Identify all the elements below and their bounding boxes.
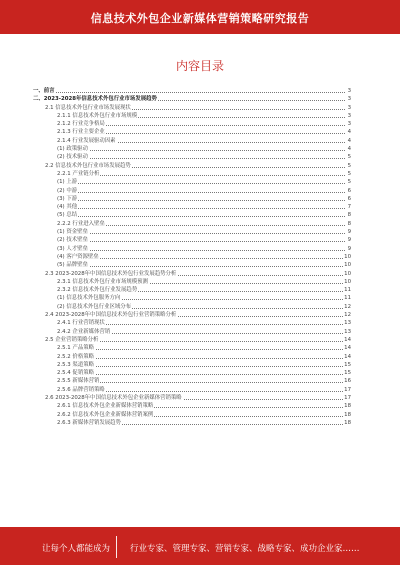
toc-entry-label: (4) 客户资源壁垒 (57, 253, 99, 260)
toc-entry-label: 2.3.1 信息技术外包行业市场规模预测 (57, 278, 148, 285)
toc-entry-page: 10 (344, 278, 351, 285)
toc-entry-label: (3) 人才壁垒 (57, 245, 88, 252)
toc-entry[interactable] (33, 261, 351, 269)
toc-entry[interactable] (33, 178, 351, 186)
toc-entry-label: (3) 下游 (57, 195, 78, 202)
toc-entry-label: 2.1.3 行业主要企业 (57, 129, 105, 136)
toc-entry[interactable] (33, 236, 351, 244)
toc-entry-label: 2.6.1 信息技术外包企业新媒体营销策略 (57, 403, 154, 410)
toc-entry-page: 8 (347, 212, 351, 219)
toc-leader-dots (57, 158, 345, 159)
toc-entry[interactable] (33, 294, 351, 302)
toc-heading: 内容目录 (175, 59, 224, 73)
footer-divider (116, 536, 117, 558)
toc-entry-page: 17 (344, 394, 351, 401)
toc-entry[interactable] (33, 361, 351, 369)
toc-leader-dots (57, 233, 345, 234)
toc-entry[interactable] (33, 95, 351, 103)
toc-entry-label: (5) 总结 (57, 212, 78, 219)
toc-entry-page: 15 (344, 361, 351, 368)
toc-entry-label: 2.5.5 新媒体营销 (57, 378, 100, 385)
toc-entry-label: (2) 技术壁垒 (57, 237, 88, 244)
toc-entry-page: 8 (347, 220, 351, 227)
toc-entry[interactable] (33, 203, 351, 211)
toc-entry-label: 二、2023-2028年信息技术外包行业市场发展趋势 (33, 96, 157, 103)
toc-entry-page: 12 (344, 312, 351, 319)
toc-entry-page: 6 (347, 195, 351, 202)
toc-entry-label: 2.3.2 信息技术外包行业发展趋势 (57, 287, 138, 294)
toc-entry-label: 2.1.2 行业竞争格局 (57, 121, 105, 128)
toc-entry-page: 11 (344, 295, 351, 302)
toc-entry-page: 7 (347, 204, 351, 211)
toc-entry[interactable] (33, 319, 351, 327)
toc-entry-page: 3 (347, 88, 351, 94)
toc-entry-label: 2.3 2023-2028年中国信息技术外包行业发展趋势分析 (45, 270, 177, 277)
toc-entry-page: 9 (347, 229, 351, 236)
toc-entry-page: 4 (347, 137, 351, 144)
toc-entry-label: (2) 技术驱动 (57, 154, 88, 161)
toc-entry-page: 15 (344, 370, 351, 377)
toc-entry-page: 16 (344, 378, 351, 385)
toc-entry-label: (1) 信息技术外包服务方向 (57, 295, 121, 302)
header-bar (0, 0, 400, 34)
toc-entry-page: 18 (344, 419, 351, 426)
toc-entry[interactable] (33, 286, 351, 294)
toc-entry-page: 13 (344, 320, 351, 327)
toc-entry-page: 10 (344, 270, 351, 277)
toc-entry[interactable] (33, 187, 351, 195)
toc-entry-page: 14 (344, 353, 351, 360)
toc-entry[interactable] (33, 402, 351, 410)
toc-entry-label: (2) 中游 (57, 187, 78, 194)
toc-leader-dots (57, 192, 345, 193)
toc-entry-page: 13 (344, 328, 351, 335)
toc-leader-dots (33, 92, 345, 93)
footer-slogan: 让每个人都能成为 (42, 544, 111, 554)
toc-entry-page: 5 (347, 162, 351, 169)
table-of-contents (33, 87, 351, 427)
toc-leader-dots (57, 366, 345, 367)
toc-entry[interactable] (33, 344, 351, 352)
toc-entry[interactable] (33, 162, 351, 170)
toc-leader-dots (57, 208, 345, 209)
report-title: 信息技术外包企业新媒体营销策略研究报告 (90, 12, 310, 25)
toc-entry-page: 17 (344, 386, 351, 393)
toc-entry[interactable] (33, 394, 351, 402)
toc-entry[interactable] (33, 270, 351, 278)
toc-leader-dots (57, 266, 345, 267)
toc-entry-page: 6 (347, 187, 351, 194)
footer-tagline: 行业专家、管理专家、营销专家、战略专家、成功企业家…… (130, 544, 360, 554)
toc-entry-page: 3 (347, 112, 351, 119)
toc-entry-page: 9 (347, 237, 351, 244)
toc-entry[interactable] (33, 170, 351, 178)
toc-entry-label: (5) 品牌壁垒 (57, 262, 88, 269)
toc-entry[interactable] (33, 311, 351, 319)
toc-entry-label: 2.5 企业营销策略分析 (45, 336, 99, 343)
toc-leader-dots (57, 150, 345, 151)
toc-entry-page: 12 (344, 303, 351, 310)
toc-leader-dots (57, 216, 345, 217)
toc-entry[interactable] (33, 386, 351, 394)
toc-entry[interactable] (33, 278, 351, 286)
footer-bar (0, 527, 400, 565)
toc-entry-page: 14 (344, 345, 351, 352)
toc-entry-label: 2.4.1 行业营销现状 (57, 320, 105, 327)
toc-entry-label: (1) 政策驱动 (57, 146, 88, 153)
toc-entry-label: 2.1.1 信息技术外包行业市场规模 (57, 112, 138, 119)
toc-entry-label: (1) 资金壁垒 (57, 229, 88, 236)
toc-entry-page: 18 (344, 403, 351, 410)
toc-entry-label: 2.4.2 企业新媒体营销 (57, 328, 111, 335)
toc-entry[interactable] (33, 120, 351, 128)
toc-leader-dots (57, 200, 345, 201)
toc-entry-label: 2.4 2023-2028年中国信息技术外包行业营销策略分析 (45, 312, 177, 319)
toc-leader-dots (57, 241, 345, 242)
toc-entry-label: 2.5.6 品牌营销策略 (57, 386, 105, 393)
toc-leader-dots (57, 250, 345, 251)
toc-leader-dots (57, 258, 345, 259)
toc-entry-label: (4) 其他 (57, 204, 78, 211)
toc-entry-label: 2.5.4 促销策略 (57, 370, 94, 377)
toc-entry-page: 3 (347, 96, 351, 103)
toc-entry-page: 18 (344, 411, 351, 418)
toc-entry[interactable] (33, 336, 351, 344)
toc-entry-label: 2.2 信息技术外包行业市场发展趋势 (45, 162, 131, 169)
toc-entry[interactable] (33, 112, 351, 120)
toc-leader-dots (57, 374, 345, 375)
toc-entry-page: 9 (347, 245, 351, 252)
toc-entry-label: 2.5.2 价格策略 (57, 353, 94, 360)
toc-entry-page: 10 (344, 253, 351, 260)
toc-entry[interactable] (33, 104, 351, 112)
toc-entry-page: 4 (347, 146, 351, 153)
toc-entry-page: 3 (347, 104, 351, 111)
toc-entry[interactable] (33, 128, 351, 136)
toc-entry-page: 5 (347, 179, 351, 186)
toc-entry-label: 2.1 信息技术外包行业市场发展现状 (45, 104, 131, 111)
toc-entry-label: 一、前言 (33, 88, 55, 94)
toc-entry-page: 14 (344, 336, 351, 343)
toc-entry-label: 2.5.1 产品策略 (57, 345, 94, 352)
toc-entry[interactable] (33, 145, 351, 153)
toc-entry-label: 2.2.1 产业链分析 (57, 170, 100, 177)
toc-entry-page: 10 (344, 262, 351, 269)
toc-entry-page: 5 (347, 170, 351, 177)
toc-entry[interactable] (33, 195, 351, 203)
toc-leader-dots (57, 358, 345, 359)
toc-entry[interactable] (33, 353, 351, 361)
toc-entry-page: 11 (344, 287, 351, 294)
toc-entry[interactable] (33, 377, 351, 385)
toc-entry-page: 4 (347, 129, 351, 136)
toc-entry-label: (2) 信息技术外包行业区域分布 (57, 303, 132, 310)
toc-entry[interactable] (33, 137, 351, 145)
toc-entry[interactable] (33, 228, 351, 236)
toc-entry-label: 2.2.2 行业进入壁垒 (57, 220, 105, 227)
toc-entry-label: (1) 上游 (57, 179, 78, 186)
toc-entry[interactable] (33, 245, 351, 253)
toc-entry[interactable] (33, 369, 351, 377)
toc-entry-label: 2.6.2 信息技术外包企业新媒体营销案例 (57, 411, 154, 418)
toc-entry[interactable] (33, 419, 351, 427)
toc-entry[interactable] (33, 253, 351, 261)
toc-entry-page: 3 (347, 121, 351, 128)
toc-entry-label: 2.6 2023-2028年中国信息技术外包企业新媒体营销策略 (45, 394, 182, 401)
toc-entry-label: 2.1.4 行业发展驱动因素 (57, 137, 116, 144)
toc-entry[interactable] (33, 153, 351, 161)
toc-leader-dots (57, 183, 345, 184)
toc-entry[interactable] (33, 87, 351, 95)
toc-entry[interactable] (33, 220, 351, 228)
toc-entry-label: 2.6.3 新媒体营销发展趋势 (57, 419, 121, 426)
toc-entry[interactable] (33, 303, 351, 311)
toc-leader-dots (57, 349, 345, 350)
toc-entry[interactable] (33, 411, 351, 419)
toc-entry[interactable] (33, 328, 351, 336)
toc-entry-page: 5 (347, 154, 351, 161)
toc-entry[interactable] (33, 211, 351, 219)
toc-entry-label: 2.5.3 渠道策略 (57, 361, 94, 368)
